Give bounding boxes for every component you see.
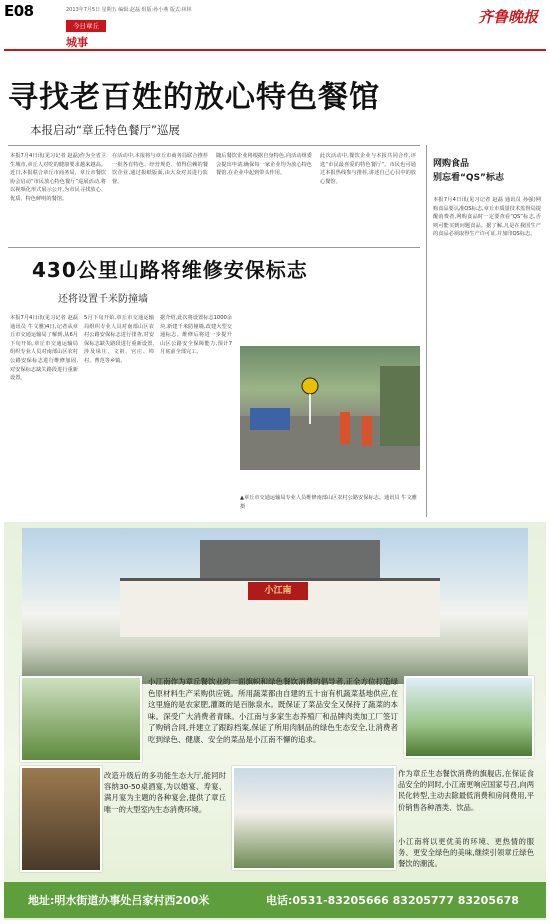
- sidebar-body: 本报7月4日讯(见习记者 赵磊 通讯员 孙强)网购食品要认准QS标志,章丘市质量技术监督局提醒消费者,网购食品时一定要查看“QS”标志,否则可能买到问题食品。据了解,凡是在我国生产的食品必须取得生产许可证,并加印QS标志。: [433, 197, 541, 238]
- advert-phone: 电话:0531-83205666 83205777 83205678: [266, 894, 519, 907]
- newspaper-logo: 齐鲁晚报: [477, 8, 538, 26]
- main-col-3: 随后餐饮企业将根据自身特色,向活动组委会提出申请,确保每一家企业均为放心特色餐馆,在企业中起到带头作用。: [216, 153, 312, 177]
- story2-headline: 430公里山路将维修安保标志: [32, 258, 308, 282]
- greenhouse-photo: [20, 676, 142, 762]
- courtyard-photo: [232, 766, 396, 870]
- sidebar-divider: [426, 145, 427, 517]
- page-code: E08: [4, 2, 34, 20]
- advert-paragraph-2: 改造升级后的多功能生态大厅,能同时容纳30-50桌酒宴,为以婚宴、寿宴、满月宴为主题的各种宴会,提供了章丘唯一的大型室内生态消费环境。: [104, 771, 226, 814]
- road-photo-illustration: [240, 346, 420, 470]
- farm-photo: [404, 676, 534, 758]
- header-rule: [4, 49, 546, 51]
- story2-subhead: 还将设置千米防撞墙: [58, 294, 148, 305]
- interior-photo: [20, 766, 102, 872]
- main-col-4: 此次活动中,餐饮企业与本报共同合作,评选“市民最喜爱的特色餐厅”。市民也可通过本报热线参与推荐,讲述自己心目中的放心餐馆。: [320, 153, 416, 185]
- main-subhead: 本报启动“章丘特色餐厅”巡展: [30, 123, 180, 137]
- advert-address: 地址:明水街道办事处吕家村西200米: [28, 894, 210, 907]
- road-sign-photo: [240, 346, 420, 470]
- section-tag: 今日章丘: [66, 20, 106, 32]
- advert-paragraph-4: 小江南将以更优美的环境、更热情的服务、更安全绿色的美味,继续引领章丘绿色餐饮的潮流。: [398, 837, 534, 869]
- main-divider: [8, 145, 420, 146]
- restaurant-sign: 小江南: [248, 582, 308, 600]
- story2-col-1: 本报7月4日讯(见习记者 赵磊 通讯员 牛文雅)4日,记者从章丘市交通运输局了解到,从6月下旬开始,章丘市交通运输局组织专业人员对南部山区农村公路安保标志进行维修加固,对安保标志缺失路段进行重新设置。: [10, 315, 78, 382]
- main-headline: 寻找老百姓的放心特色餐馆: [8, 80, 380, 115]
- main-col-1: 本报7月4日讯(见习记者 赵磊)作为全省卫生城市,章丘人对吃的健康要求越来越高。近日,本报联合章丘市商务局、章丘市餐饮协会启动“市民放心特色餐厅”巡展活动,将以视频化形式展示公开,为市民寻找放心、优质、特色鲜明的餐馆。: [10, 153, 106, 202]
- issue-date: 2013年7月5日 星期五 编辑:赵磊 组版:孙小燕 版式:林林: [66, 7, 192, 13]
- story2-col-2: 5月下旬开始,章丘市交通运输局组织专业人员对南部山区农村公路安保标志进行排查,对安保标志缺失路段进行重新设置,涉及垛庄、文祖、官庄、埠村、曹范等乡镇。: [84, 315, 154, 364]
- photo-caption: ▲章丘市交通运输局专业人员维修南部山区农村公路安保标志。通讯员 牛文雅 摄: [240, 495, 417, 510]
- advert-paragraph-1: 小江南作为章丘餐饮业的一面旗帜和绿色餐饮消费的倡导者,正全方位打造绿色原材料生产采购供应链。所用蔬菜都由自建的五十亩有机蔬菜基地供应,在这里施的是农家肥,灌溉的是百脉泉水。既保证了菜品安全又保持了蔬菜的本味。深受广大消费者青睐。小江南与多家生态养殖厂和品牌肉类加工厂签订了购销合同,并建立了跟踪档案,保证了所用肉制品的绿色生态安全,让消费者吃到绿色、健康、安全的菜品是小江南不懈的追求。: [148, 677, 398, 744]
- advert-footer: [4, 882, 546, 918]
- story2-col-3: 据介绍,此次将设置标志1000余块,新建千米防撞墙,改建大型交通标志。维修后将进一步提升山区公路安全保障能力,预计7月底前全部完工。: [160, 315, 232, 356]
- story2-divider: [8, 247, 420, 248]
- main-col-2: 在活动中,本报将与章丘市商务局联合推荐一批各有特色、经营规范、值得信赖的餐饮企业,通过报纸版面,由大众对其进行监督。: [112, 153, 208, 185]
- sidebar-headline: 网购食品 别忘看“QS”标志: [433, 159, 504, 183]
- advert-paragraph-3: 作为章丘生态餐饮消费的旗舰店,在保证食品安全的同时,小江南更响应国家号召,向两民化转型,主动去除最低消费和房间费用,平价销售各种酒类、饮品。: [398, 769, 534, 812]
- section-title: 城事: [66, 36, 88, 49]
